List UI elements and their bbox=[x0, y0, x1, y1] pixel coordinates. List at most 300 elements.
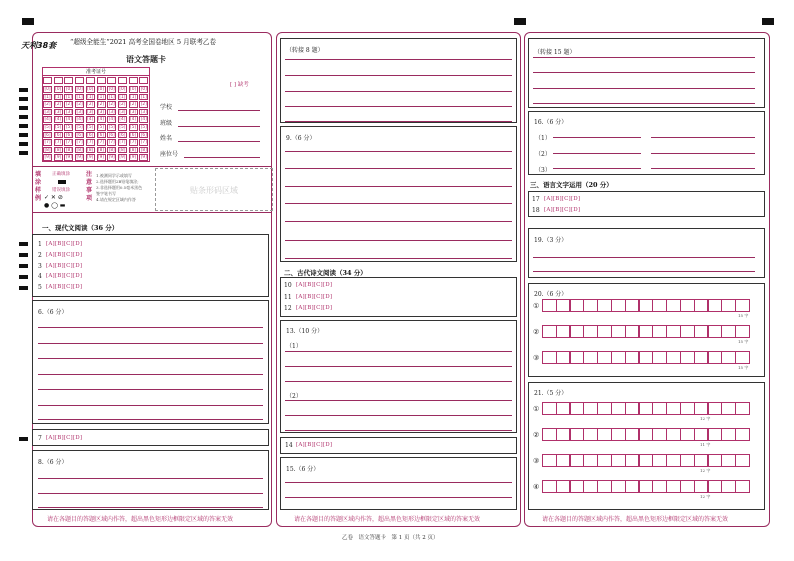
q21-label: 21.（5 分） bbox=[534, 390, 568, 397]
exam-number-bubble[interactable]: [1] bbox=[130, 94, 137, 100]
writing-line bbox=[285, 240, 512, 241]
grid-cell[interactable] bbox=[583, 428, 598, 441]
grid-cell[interactable] bbox=[680, 480, 695, 493]
exam-number-bubble[interactable]: [7] bbox=[140, 140, 147, 146]
grid-cell[interactable] bbox=[611, 351, 626, 364]
exam-number-bubble[interactable]: [0] bbox=[76, 87, 83, 92]
grid-cell[interactable] bbox=[542, 351, 557, 364]
q13-box[interactable] bbox=[280, 320, 517, 433]
answer-options[interactable]: [A][B][C][D] bbox=[296, 282, 333, 288]
exam-number-bubble[interactable]: [6] bbox=[65, 132, 72, 138]
grid-cell[interactable] bbox=[666, 454, 681, 467]
grid-cell[interactable] bbox=[611, 402, 626, 415]
exam-number-bubble[interactable]: [1] bbox=[65, 94, 72, 100]
exam-number-bubble[interactable]: [0] bbox=[97, 87, 105, 92]
grid-cell[interactable] bbox=[680, 299, 695, 312]
grid-cell[interactable] bbox=[597, 402, 612, 415]
grid-cell[interactable] bbox=[583, 402, 598, 415]
exam-number-bubble[interactable]: [6] bbox=[76, 132, 83, 138]
section-3-title: 三、语言文字运用（20 分） bbox=[530, 181, 613, 189]
exam-number-bubble[interactable]: [5] bbox=[87, 125, 94, 130]
answer-options[interactable]: [A][B][C][D] bbox=[544, 196, 581, 202]
grid-cell[interactable] bbox=[556, 428, 571, 441]
exam-number-bubble[interactable]: [3] bbox=[119, 109, 126, 115]
grid-cell[interactable] bbox=[542, 299, 557, 312]
section-2-title: 二、古代诗文阅读（34 分） bbox=[284, 269, 367, 277]
exam-number-bubble[interactable]: [3] bbox=[44, 109, 51, 115]
q14-options[interactable]: [A][B][C][D] bbox=[296, 442, 333, 448]
exam-number-bubble[interactable]: [6] bbox=[108, 132, 115, 138]
grid-cell[interactable] bbox=[639, 299, 654, 312]
grid-cell[interactable] bbox=[708, 325, 723, 338]
correct-fill-sample bbox=[58, 180, 66, 184]
answer-options[interactable]: [A][B][C][D] bbox=[46, 273, 83, 280]
grid-cell[interactable] bbox=[652, 351, 667, 364]
exam-number-bubble[interactable]: [8] bbox=[65, 147, 72, 153]
q8-label: 8.（6 分） bbox=[38, 459, 68, 466]
grid-cell[interactable] bbox=[721, 402, 736, 415]
grid-cell[interactable] bbox=[666, 480, 681, 493]
wrong-fill-label: 错误填涂 bbox=[52, 188, 70, 193]
writing-line bbox=[38, 419, 263, 420]
grid-cell[interactable] bbox=[639, 402, 654, 415]
column-1-footer-note: 请在各题目的答题区域内作答，超出黑色矩形边框限定区域的答案无效 bbox=[47, 516, 234, 523]
question-number: 11 bbox=[284, 293, 292, 301]
grid-cell[interactable] bbox=[694, 351, 709, 364]
grid-cell[interactable] bbox=[721, 480, 736, 493]
grid-cell[interactable] bbox=[625, 454, 640, 467]
exam-number-bubble[interactable]: [4] bbox=[55, 117, 62, 123]
writing-line bbox=[285, 221, 512, 222]
question-number: 10 bbox=[284, 282, 292, 289]
grid-cell[interactable] bbox=[694, 402, 709, 415]
grid-cell[interactable] bbox=[652, 402, 667, 415]
grid-cell[interactable] bbox=[583, 325, 598, 338]
grid-cell[interactable] bbox=[625, 480, 640, 493]
writing-line bbox=[38, 478, 263, 479]
grid-cell[interactable] bbox=[570, 402, 585, 415]
row-marker: ① bbox=[533, 405, 540, 413]
exam-number-bubble[interactable]: [2] bbox=[65, 102, 72, 108]
name-field[interactable]: 姓名 bbox=[160, 133, 260, 142]
exam-number-bubble[interactable]: [7] bbox=[130, 140, 137, 146]
grid-cell[interactable] bbox=[639, 454, 654, 467]
exam-number-bubble[interactable]: [4] bbox=[97, 117, 105, 123]
grid-cell[interactable] bbox=[570, 299, 585, 312]
row-marker: ④ bbox=[533, 483, 540, 491]
grid-cell[interactable] bbox=[721, 299, 736, 312]
grid-cell[interactable] bbox=[583, 351, 598, 364]
grid-cell[interactable] bbox=[542, 480, 557, 493]
exam-number-bubble[interactable]: [5] bbox=[76, 125, 83, 130]
character-count-note: 12 字 bbox=[700, 416, 711, 421]
writing-line bbox=[533, 257, 755, 258]
logo-text: 天利38套 bbox=[21, 41, 57, 50]
grid-cell[interactable] bbox=[556, 325, 571, 338]
grid-cell[interactable] bbox=[542, 428, 557, 441]
grid-cell[interactable] bbox=[597, 454, 612, 467]
q8-box[interactable] bbox=[32, 450, 269, 510]
grid-cell[interactable] bbox=[556, 454, 571, 467]
exam-number-bubble[interactable]: [8] bbox=[44, 147, 51, 153]
exam-number-writein-cell bbox=[118, 77, 127, 84]
row-marker: ③ bbox=[533, 354, 540, 362]
exam-number-bubble[interactable]: [0] bbox=[140, 87, 147, 92]
exam-number-bubble[interactable]: [2] bbox=[44, 102, 51, 108]
grid-cell[interactable] bbox=[597, 480, 612, 493]
grid-cell[interactable] bbox=[611, 299, 626, 312]
grid-cell[interactable] bbox=[597, 325, 612, 338]
q14-number: 14 bbox=[285, 442, 293, 449]
writing-line bbox=[285, 59, 512, 60]
grid-cell[interactable] bbox=[556, 351, 571, 364]
grid-cell[interactable] bbox=[625, 428, 640, 441]
character-count-note: 12 字 bbox=[700, 494, 711, 499]
character-count-note: 15 字 bbox=[738, 313, 749, 318]
absent-mark[interactable]: [ ] 缺考 bbox=[230, 82, 249, 88]
exam-number-bubble[interactable]: [0] bbox=[87, 87, 94, 92]
exam-number-bubble[interactable]: [8] bbox=[130, 147, 137, 153]
exam-number-bubble[interactable]: [7] bbox=[108, 140, 115, 146]
q16-box[interactable] bbox=[528, 111, 765, 175]
exam-number-bubble[interactable]: [5] bbox=[130, 125, 137, 130]
question-number: 18 bbox=[532, 206, 540, 214]
exam-number-bubble[interactable]: [1] bbox=[87, 94, 94, 100]
exam-number-bubble[interactable]: [9] bbox=[65, 155, 72, 161]
exam-number-bubble[interactable]: [3] bbox=[76, 109, 83, 115]
writing-line bbox=[38, 327, 263, 328]
exam-number-bubble[interactable]: [8] bbox=[119, 147, 126, 153]
grid-cell[interactable] bbox=[694, 325, 709, 338]
character-count-note: 15 字 bbox=[738, 365, 749, 370]
exam-number-bubble[interactable]: [6] bbox=[140, 132, 147, 138]
exam-number-bubble[interactable]: [7] bbox=[65, 140, 72, 146]
writing-grid-row bbox=[542, 325, 749, 338]
grid-cell[interactable] bbox=[542, 454, 557, 467]
exam-number-bubble[interactable]: [6] bbox=[130, 132, 137, 138]
grid-cell[interactable] bbox=[652, 454, 667, 467]
exam-number-bubble[interactable]: [1] bbox=[76, 94, 83, 100]
exam-number-bubble[interactable]: [4] bbox=[130, 117, 137, 123]
exam-number-bubble[interactable]: [3] bbox=[55, 109, 62, 115]
grid-cell[interactable] bbox=[542, 325, 557, 338]
exam-number-bubble[interactable]: [2] bbox=[130, 102, 137, 108]
answer-options[interactable]: [A][B][C][D] bbox=[46, 241, 83, 247]
exam-number-bubble[interactable]: [1] bbox=[44, 94, 51, 100]
exam-number-bubble[interactable]: [9] bbox=[108, 155, 115, 161]
grid-cell[interactable] bbox=[721, 454, 736, 467]
q16-item-2: （2） bbox=[535, 151, 551, 158]
column-3-footer-note: 请在各题目的答题区域内作答，超出黑色矩形边框限定区域的答案无效 bbox=[542, 516, 729, 523]
exam-number-bubble[interactable]: [7] bbox=[76, 140, 83, 146]
grid-cell[interactable] bbox=[652, 428, 667, 441]
grid-cell[interactable] bbox=[666, 351, 681, 364]
exam-number-bubble[interactable]: [7] bbox=[119, 140, 126, 146]
grid-cell[interactable] bbox=[625, 351, 640, 364]
writing-line bbox=[651, 137, 755, 138]
q7-number: 7 bbox=[38, 435, 42, 442]
exam-number-bubble[interactable]: [0] bbox=[108, 87, 115, 92]
grid-cell[interactable] bbox=[570, 454, 585, 467]
exam-number-bubble[interactable]: [9] bbox=[55, 155, 62, 161]
writing-line bbox=[285, 415, 512, 416]
grid-cell[interactable] bbox=[708, 454, 723, 467]
question-number: 12 bbox=[284, 305, 292, 312]
grid-cell[interactable] bbox=[611, 480, 626, 493]
answer-options[interactable]: [A][B][C][D] bbox=[544, 206, 581, 213]
grid-cell[interactable] bbox=[639, 428, 654, 441]
grid-cell[interactable] bbox=[735, 299, 750, 312]
exam-number-label: 准考证号 bbox=[43, 68, 149, 76]
exam-number-bubble[interactable]: [1] bbox=[108, 94, 115, 100]
exam-number-bubble[interactable]: [6] bbox=[119, 132, 126, 138]
exam-number-bubble[interactable]: [0] bbox=[44, 87, 51, 92]
exam-number-bubble[interactable]: [5] bbox=[65, 125, 72, 130]
answer-options[interactable]: [A][B][C][D] bbox=[46, 251, 83, 258]
exam-number-bubble[interactable]: [6] bbox=[55, 132, 62, 138]
character-count-note: 15 字 bbox=[738, 339, 749, 344]
grid-cell[interactable] bbox=[570, 428, 585, 441]
exam-number-bubble[interactable]: [9] bbox=[76, 155, 83, 161]
exam-number-bubble[interactable]: [0] bbox=[119, 87, 126, 92]
grid-cell[interactable] bbox=[652, 480, 667, 493]
writing-line bbox=[38, 507, 263, 508]
exam-number-bubble[interactable]: [2] bbox=[55, 102, 62, 108]
q8-continue-box[interactable] bbox=[280, 38, 517, 123]
grid-cell[interactable] bbox=[735, 351, 750, 364]
grid-cell[interactable] bbox=[694, 480, 709, 493]
exam-number-bubble[interactable]: [2] bbox=[140, 102, 147, 108]
grid-cell[interactable] bbox=[666, 402, 681, 415]
exam-number-bubble[interactable]: [8] bbox=[87, 147, 94, 153]
grid-cell[interactable] bbox=[556, 480, 571, 493]
exam-number-bubble[interactable]: [0] bbox=[130, 87, 137, 92]
exam-number-bubble[interactable]: [0] bbox=[55, 87, 62, 92]
writing-line bbox=[285, 366, 512, 367]
grid-cell[interactable] bbox=[680, 428, 695, 441]
grid-cell[interactable] bbox=[597, 351, 612, 364]
grid-cell[interactable] bbox=[694, 299, 709, 312]
exam-number-bubble[interactable]: [9] bbox=[87, 155, 94, 161]
grid-cell[interactable] bbox=[735, 325, 750, 338]
q17-18-box bbox=[528, 191, 765, 217]
exam-number-bubble[interactable]: [3] bbox=[65, 109, 72, 115]
writing-line bbox=[38, 389, 263, 390]
exam-number-bubble[interactable]: [2] bbox=[87, 102, 94, 108]
grid-cell[interactable] bbox=[680, 454, 695, 467]
grid-cell[interactable] bbox=[708, 480, 723, 493]
exam-number-bubble[interactable]: [3] bbox=[140, 109, 147, 115]
grid-cell[interactable] bbox=[625, 325, 640, 338]
writing-line bbox=[38, 374, 263, 375]
exam-number-bubble[interactable]: [1] bbox=[140, 94, 147, 100]
exam-number-bubble[interactable]: [5] bbox=[140, 125, 147, 130]
question-number: 3 bbox=[38, 262, 42, 270]
exam-number-writein-cell bbox=[107, 77, 116, 84]
exam-number-bubble[interactable]: [9] bbox=[44, 155, 51, 161]
grid-cell[interactable] bbox=[583, 299, 598, 312]
exam-number-bubble[interactable]: [5] bbox=[119, 125, 126, 130]
exam-number-bubble[interactable]: [8] bbox=[97, 147, 105, 153]
grid-cell[interactable] bbox=[666, 325, 681, 338]
grid-cell[interactable] bbox=[680, 325, 695, 338]
grid-cell[interactable] bbox=[556, 402, 571, 415]
q6-label: 6.（6 分） bbox=[38, 309, 68, 316]
writing-line bbox=[533, 57, 755, 58]
grid-cell[interactable] bbox=[570, 325, 585, 338]
grid-cell[interactable] bbox=[611, 325, 626, 338]
answer-options[interactable]: [A][B][C][D] bbox=[46, 284, 83, 291]
grid-cell[interactable] bbox=[721, 428, 736, 441]
exam-number-bubble[interactable]: [4] bbox=[65, 117, 72, 123]
character-count-note: 11 字 bbox=[700, 442, 711, 447]
grid-cell[interactable] bbox=[625, 299, 640, 312]
grid-cell[interactable] bbox=[735, 454, 750, 467]
exam-number-bubble[interactable]: [5] bbox=[55, 125, 62, 130]
exam-number-bubble[interactable]: [6] bbox=[97, 132, 105, 138]
exam-number-bubble[interactable]: [2] bbox=[76, 102, 83, 108]
answer-options[interactable]: [A][B][C][D] bbox=[296, 305, 333, 311]
exam-number-bubble[interactable]: [3] bbox=[108, 109, 115, 115]
writing-line bbox=[553, 153, 641, 154]
grid-cell[interactable] bbox=[652, 299, 667, 312]
q15-continue-label: （转接 15 题） bbox=[534, 49, 576, 56]
grid-cell[interactable] bbox=[556, 299, 571, 312]
grid-cell[interactable] bbox=[597, 428, 612, 441]
exam-number-bubble[interactable]: [5] bbox=[97, 125, 105, 130]
grid-cell[interactable] bbox=[721, 325, 736, 338]
grid-cell[interactable] bbox=[625, 402, 640, 415]
answer-options[interactable]: [A][B][C][D] bbox=[296, 293, 333, 300]
corner-mark-top-left bbox=[22, 18, 34, 25]
grid-cell[interactable] bbox=[611, 454, 626, 467]
grid-cell[interactable] bbox=[570, 351, 585, 364]
exam-number-bubble[interactable]: [2] bbox=[97, 102, 105, 108]
grid-cell[interactable] bbox=[597, 299, 612, 312]
correct-fill-label: 正确填涂 bbox=[52, 172, 70, 177]
grid-cell[interactable] bbox=[708, 402, 723, 415]
writing-line bbox=[285, 351, 512, 352]
writing-grid-row bbox=[542, 402, 749, 415]
grid-cell[interactable] bbox=[583, 454, 598, 467]
grid-cell[interactable] bbox=[735, 480, 750, 493]
grid-cell[interactable] bbox=[583, 480, 598, 493]
exam-number-bubble[interactable]: [6] bbox=[44, 132, 51, 138]
exam-number-bubble[interactable]: [8] bbox=[55, 147, 62, 153]
writing-line bbox=[38, 405, 263, 406]
exam-number-bubble[interactable]: [9] bbox=[119, 155, 126, 161]
writing-line bbox=[285, 106, 512, 107]
row-marker: ② bbox=[533, 431, 540, 439]
exam-number-bubble[interactable]: [8] bbox=[108, 147, 115, 153]
wrong-fill-samples: ✓ ✕ ⊘ ● ◯ ▬ bbox=[44, 194, 66, 209]
grid-cell[interactable] bbox=[639, 480, 654, 493]
grid-cell[interactable] bbox=[708, 299, 723, 312]
exam-number-bubble[interactable]: [9] bbox=[130, 155, 137, 161]
writing-line bbox=[285, 482, 512, 483]
grid-cell[interactable] bbox=[666, 299, 681, 312]
writing-line bbox=[533, 88, 755, 89]
school-field[interactable]: 学校 bbox=[160, 102, 260, 111]
grid-cell[interactable] bbox=[639, 351, 654, 364]
exam-number-bubble[interactable]: [7] bbox=[44, 140, 51, 146]
grid-cell[interactable] bbox=[666, 428, 681, 441]
exam-number-bubble[interactable]: [1] bbox=[97, 94, 105, 100]
grid-cell[interactable] bbox=[570, 480, 585, 493]
grid-cell[interactable] bbox=[694, 428, 709, 441]
exam-number-bubble[interactable]: [3] bbox=[130, 109, 137, 115]
exam-number-bubble[interactable]: [8] bbox=[140, 147, 147, 153]
grid-cell[interactable] bbox=[611, 428, 626, 441]
q15-box[interactable] bbox=[280, 457, 517, 510]
grid-cell[interactable] bbox=[721, 351, 736, 364]
grid-cell[interactable] bbox=[680, 402, 695, 415]
exam-number-bubble[interactable]: [4] bbox=[108, 117, 115, 123]
q13-part2-label: （2） bbox=[286, 393, 302, 400]
seat-field[interactable]: 座位号 bbox=[160, 149, 260, 158]
exam-number-bubble[interactable]: [7] bbox=[87, 140, 94, 146]
question-number: 2 bbox=[38, 251, 42, 259]
fill-sample-box bbox=[32, 166, 272, 213]
q15-continue-box[interactable] bbox=[528, 38, 765, 108]
grid-cell[interactable] bbox=[694, 454, 709, 467]
exam-number-bubble[interactable]: [2] bbox=[119, 102, 126, 108]
grid-cell[interactable] bbox=[652, 325, 667, 338]
grid-cell[interactable] bbox=[680, 351, 695, 364]
exam-number-bubble[interactable]: [0] bbox=[65, 87, 72, 92]
exam-number-bubble[interactable]: [4] bbox=[44, 117, 51, 123]
grid-cell[interactable] bbox=[735, 428, 750, 441]
exam-number-bubble[interactable]: [9] bbox=[140, 155, 147, 161]
exam-number-bubble[interactable]: [5] bbox=[108, 125, 115, 130]
exam-number-bubble[interactable]: [4] bbox=[119, 117, 126, 123]
grid-cell[interactable] bbox=[542, 402, 557, 415]
exam-number-bubble[interactable]: [1] bbox=[119, 94, 126, 100]
q9-box[interactable] bbox=[280, 126, 517, 262]
exam-number-bubble[interactable]: [1] bbox=[55, 94, 62, 100]
grid-cell[interactable] bbox=[639, 325, 654, 338]
exam-number-bubble[interactable]: [4] bbox=[87, 117, 94, 123]
exam-number-bubble[interactable]: [2] bbox=[108, 102, 115, 108]
exam-number-bubble[interactable]: [9] bbox=[97, 155, 105, 161]
grid-cell[interactable] bbox=[708, 351, 723, 364]
exam-number-bubble[interactable]: [7] bbox=[97, 140, 105, 146]
class-field[interactable]: 班级 bbox=[160, 118, 260, 127]
answer-options[interactable]: [A][B][C][D] bbox=[46, 262, 83, 269]
exam-number-bubble[interactable]: [7] bbox=[55, 140, 62, 146]
exam-number-bubble[interactable]: [3] bbox=[87, 109, 94, 115]
exam-number-bubble[interactable]: [6] bbox=[87, 132, 94, 138]
q9-label: 9.（6 分） bbox=[286, 135, 316, 142]
grid-cell[interactable] bbox=[708, 428, 723, 441]
q13-label: 13.（10 分） bbox=[286, 328, 324, 335]
grid-cell[interactable] bbox=[735, 402, 750, 415]
writing-line bbox=[38, 493, 263, 494]
exam-number-bubble[interactable]: [5] bbox=[44, 125, 51, 130]
writing-line bbox=[285, 186, 512, 187]
writing-line bbox=[533, 271, 755, 272]
exam-number-bubble[interactable]: [4] bbox=[76, 117, 83, 123]
exam-number-bubble[interactable]: [4] bbox=[140, 117, 147, 123]
q7-options[interactable]: [A][B][C][D] bbox=[46, 435, 83, 441]
exam-number-writein-cell bbox=[54, 77, 63, 84]
q16-item-1: （1） bbox=[535, 135, 551, 142]
exam-number-bubble[interactable]: [8] bbox=[76, 147, 83, 153]
row-marker: ① bbox=[533, 302, 540, 310]
exam-number-bubble[interactable]: [3] bbox=[97, 109, 105, 115]
q20-label: 20.（6 分） bbox=[534, 291, 568, 298]
q13-part1-label: （1） bbox=[286, 343, 302, 350]
